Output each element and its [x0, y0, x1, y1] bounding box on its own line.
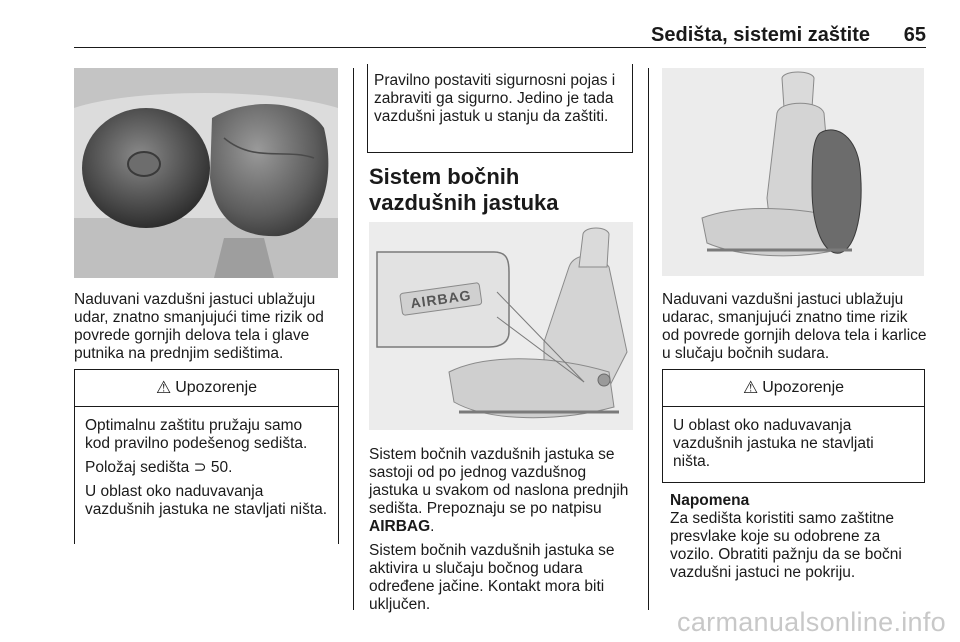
airbag-inline-label: AIRBAG [369, 518, 431, 535]
side-airbags-caption: Naduvani vazdušni jastuci ublažuju udarac, smanjujući znatno time rizik od povrede gornjih delova tela i karlice u slučaju bočnih sudara. [662, 291, 927, 362]
warning-paragraph: U oblast oko naduvavanja vazdušnih jastuka ne stavljati ništa. [673, 417, 874, 470]
page-title: Sedišta, sistemi zaštite [651, 24, 870, 46]
header-rule [74, 47, 926, 48]
side-airbag-description: Sistem bočnih vazdušnih jastuka se sastoji od po jednog vazdušnog jastuka u svakom od naslona prednjih sedišta. Prepoznaju se po natpisu AIRBAG. [369, 446, 629, 535]
front-airbags-caption: Naduvani vazdušni jastuci ublažuju udar, znatno smanjujući time rizik od povrede gornjih delova tela i glave putnika na prednjim sedištima. [74, 291, 324, 362]
warning-triangle-icon: ⚠ [155, 378, 172, 397]
warning-paragraph: Optimalnu zaštitu pružaju samo kod pravilno podešenog sedišta. [85, 417, 308, 452]
warning-header [663, 370, 924, 407]
airbag-label: AIRBAG [409, 286, 473, 312]
warning-seat-position: Položaj sedišta ⊃ 50. [85, 459, 233, 476]
column-divider-2 [648, 68, 649, 610]
note-label: Napomena [670, 492, 750, 509]
warning-box-1 [74, 369, 339, 544]
warning-box-continued [367, 64, 633, 153]
side-airbag-seat-figure [369, 222, 633, 430]
page-reference: 50. [210, 459, 233, 476]
warning-title: Upozorenje [175, 379, 258, 396]
warning-title: Upozorenje [762, 379, 845, 396]
warning-box-2 [662, 369, 925, 483]
section-heading: Sistem bočnih vazdušnih jastuka [369, 164, 559, 215]
note-block [670, 492, 924, 582]
warning-continued-text: Pravilno postaviti sigurnosni pojas i zabraviti ga sigurno. Jedino je tada vazdušni jastuk u stanju da zaštiti. [374, 72, 616, 125]
page-number: 65 [903, 24, 926, 46]
page-header [74, 22, 926, 46]
side-airbag-deployed-figure [662, 68, 924, 276]
note-text: Za sedišta koristiti samo zaštitne presvlake koje su odobrene za vozilo. Obratiti pažnju da se bočni vazdušni jastuci ne pokriju. [670, 510, 902, 581]
warning-paragraph: U oblast oko naduvavanja vazdušnih jastuka ne stavljati ništa. [85, 483, 328, 518]
watermark: carmanualsonline.info [677, 607, 946, 637]
warning-header [75, 370, 338, 407]
page-reference-icon: ⊃ [193, 459, 207, 476]
front-airbags-figure [74, 68, 338, 278]
side-airbag-activation: Sistem bočnih vazdušnih jastuka se aktivira u slučaju bočnog udara određene jačine. Kontakt mora biti uključen. [369, 542, 615, 613]
column-divider-1 [353, 68, 354, 610]
warning-triangle-icon: ⚠ [742, 378, 759, 397]
